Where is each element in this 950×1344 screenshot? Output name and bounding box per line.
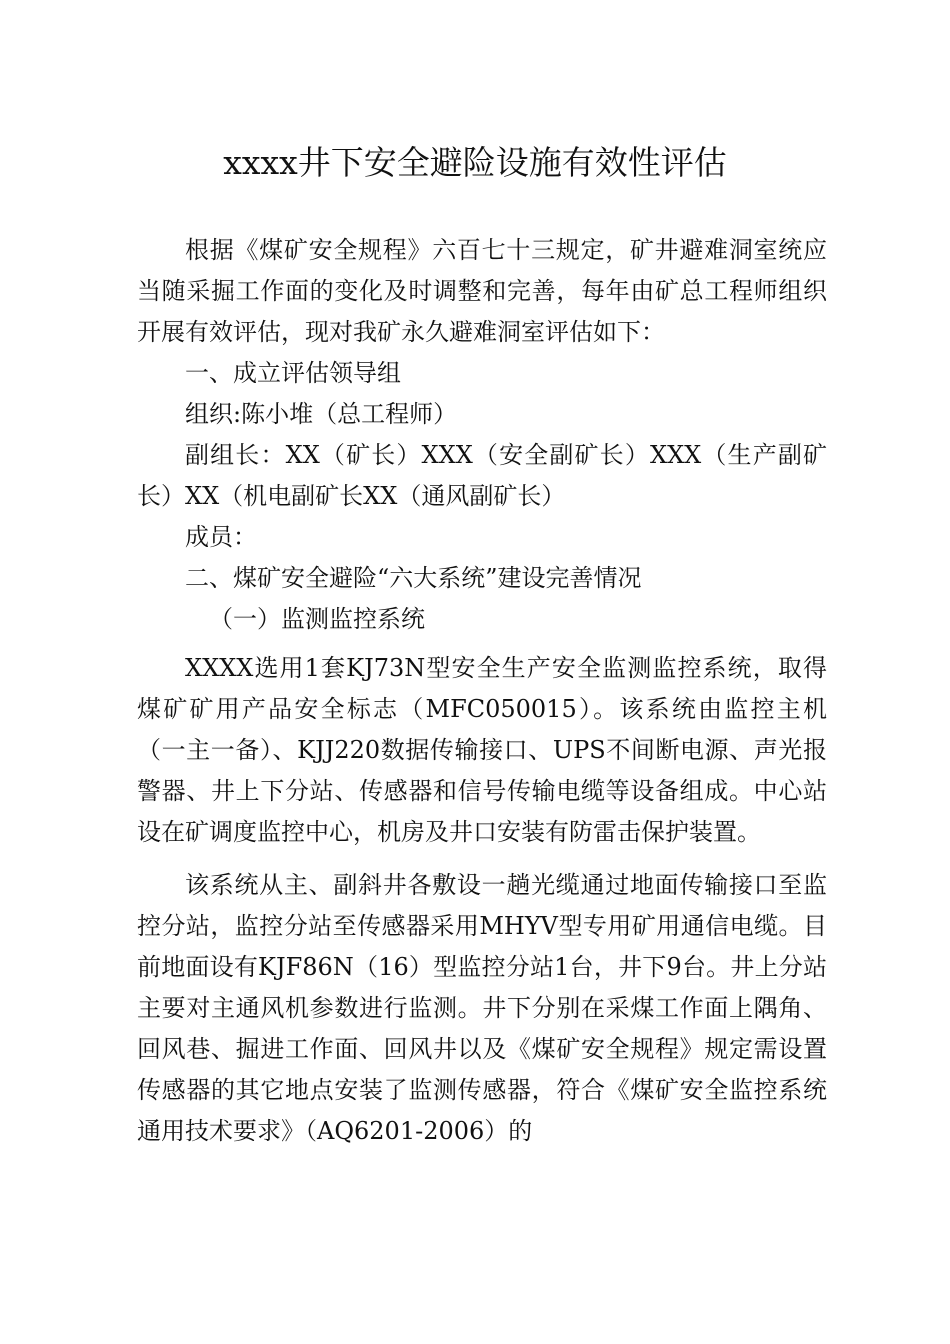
heading-section-2: 二、煤矿安全避险“六大系统”建设完善情况: [185, 564, 642, 592]
document-body: [137, 230, 827, 1152]
heading-subsection-1: （一）监测监控系统: [209, 605, 425, 633]
paragraph-deputy-leaders: 副组长：XX（矿长）XXX（安全副矿长）XXX（生产副矿长）XX（机电副矿长XX（通风副矿长）: [137, 441, 827, 510]
paragraph-monitoring-system: XXXX选用1套KJ73N型安全生产安全监测监控系统，取得煤矿矿用产品安全标志（MFC050015）。该系统由监控主机（一主一备）、KJJ220数据传输接口、UPS不间断电源、声光报警器、井上下分站、传感器和信号传输电缆等设备组成。中心站设在矿调度监控中心，机房及井口安装有防雷击保护装置。: [137, 654, 827, 846]
paragraph-leader: 组织:陈小堆（总工程师）: [185, 400, 458, 428]
paragraph-members: 成员：: [185, 523, 257, 551]
document-title: xxxx井下安全避险设施有效性评估: [223, 143, 727, 182]
heading-section-1: 一、成立评估领导组: [185, 359, 401, 387]
paragraph-intro: 根据《煤矿安全规程》六百七十三规定，矿井避难洞室统应当随采掘工作面的变化及时调整和完善，每年由矿总工程师组织开展有效评估，现对我矿永久避难洞室评估如下：: [137, 236, 827, 346]
paragraph-monitoring-details: 该系统从主、副斜井各敷设一趟光缆通过地面传输接口至监控分站，监控分站至传感器采用MHYV型专用矿用通信电缆。目前地面设有KJF86N（16）型监控分站1台，井下9台。井上分站主要对主通风机参数进行监测。井下分别在采煤工作面上隅角、回风巷、掘进工作面、回风井以及《煤矿安全规程》规定需设置传感器的其它地点安装了监测传感器，符合《煤矿安全监控系统通用技术要求》（AQ6201-2006）的: [137, 871, 827, 1145]
